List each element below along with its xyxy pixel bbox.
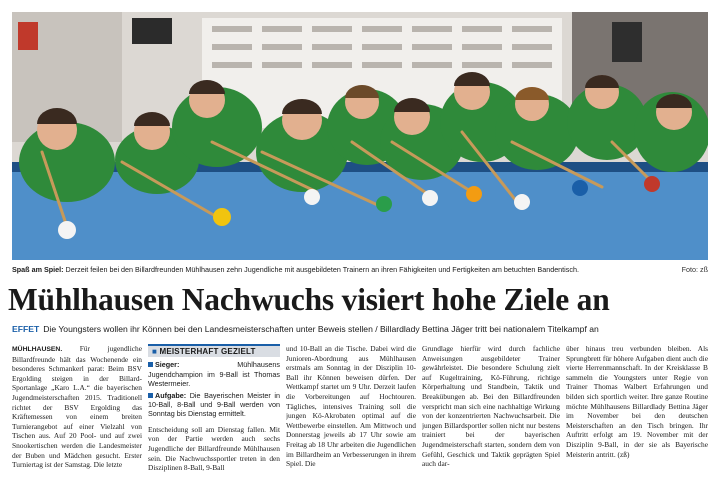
column-5-text: über hinaus treu verbunden bleiben. Als Sprungbrett für höhere Aufgaben dient auch die vierte Herrenmannschaft. In der Kreisklasse B sammeln die Youngsters unter Regie von Trainer Thomas Walbert Erfahrungen und bilden sich sportlich weiter. Ihre ganze Routine möchte Mühlhausens Billardlady Bettina Jäger im November bei den deutschen Meisterschaften an den Tisch bringen. Ihr Auftritt erfolgt am 19. November mit der Disziplin 9-Ball, in der sie als Bayerische Meisterin antritt. (zß)	[566, 344, 708, 459]
article-column-1	[12, 344, 142, 492]
info-box-item-label: Aufgabe:	[155, 390, 187, 400]
article-headline: Mühlhausen Nachwuchs visiert hohe Ziele an	[8, 282, 610, 317]
column-4-text: Grundlage hierfür wird durch fachliche Anweisungen ausgebildeter Trainer gewährleistet. Die besondere Schulung zielt auf Kugeltraining, Kö-Führung, richtige Körperhaltung und Standbein, Taktik und Breakübungen ab. Bei den Billardfreunden verspricht man sich eine nachhaltige Wirkung von der konzentrierten Nachwuchsarbeit. Die jungen Billardsportler sollen nicht nur bestens trainiert bei der bayerischen Jugendmeisterschaft starten, sondern dem von Gefühl, Geschick und Taktik geprägten Spiel auch dar-	[422, 344, 560, 469]
article-dateline: MÜHLHAUSEN.	[12, 346, 63, 353]
square-bullet-icon	[148, 393, 153, 398]
article-column-4	[422, 344, 560, 492]
article-kicker: EFFET	[12, 324, 40, 334]
subheadline-text: Die Youngsters wollen ihr Können bei den Landesmeisterschaften unter Beweis stellen / Billardlady Bettina Jäger tritt bei nationalem Titelkampf an	[43, 324, 599, 334]
info-box-item-label: Sieger:	[155, 360, 180, 370]
article-photo	[12, 12, 708, 260]
info-box	[148, 344, 280, 419]
article-column-5	[566, 344, 708, 492]
info-box-item	[148, 360, 280, 388]
photo-caption	[12, 264, 579, 276]
photo-credit: Foto: zß	[681, 265, 708, 274]
info-box-bullet-icon: ■	[152, 347, 158, 356]
article-column-2	[148, 344, 280, 492]
photo-caption-row	[12, 264, 708, 276]
column-3-text: und 10-Ball an die Tische. Dabei wird die Junioren-Abordnung aus Mühlhausen erstmals am Sonntag in der Disziplin 10-Ball ihr Können beweisen dürfen. Der Wettkampf startet um 9 Uhr. Derzeit laufen die Vorbereitungen auf Hochtouren. Tägliches, intensives Training soll die jungen Kö-Akrobaten optimal auf die Wettbewerbe einstellen. Am Mittwoch und Donnerstag jeweils ab 17 Uhr sowie am Freitag ab 18 Uhr arbeiten die Jugendlichen im Billardheim an Verbesserungen in ihrem Spiel. Die	[286, 344, 416, 469]
info-box-item-text: Mühlhausens Jugendchampion im 9-Ball ist Thomas Westermeier.	[148, 360, 280, 389]
info-box-title-text: MEISTERHAFT GEZIELT	[159, 347, 256, 356]
billiard-players-illustration	[12, 12, 708, 260]
column-2-text: Entscheidung soll am Dienstag fallen. Mit von der Partie werden auch sechs Jugendliche der Billardfreunde Mühlhausen sein. Die Nachwuchssportler treten in den Disziplinen 8-Ball, 9-Ball	[148, 424, 280, 473]
info-box-item	[148, 391, 280, 419]
column-1-text: Für jugendliche Billardfreunde hält das Wochenende ein besonderes Schmankerl parat: Beim BSV Ergolding steigen in der Billard-Sportanlage „Karo L.A.“ die bayerischen Jugendmeisterschaften 2015. Traditionell richtet der BSV Ergolding das Kräftemessen von einem breiten Turnierangebot auf einer Vielzahl von Tischen aus. Auf 20 Pool- und auf zwei Snookertischen werden die Landesmeister der Buben und Mädchen gesucht. Erster Turniertag ist der Samstag. Die letzte	[12, 344, 142, 470]
info-box-item-text: Die Bayerischen Meister in 10-Ball, 8-Ball und 9-Ball werden von Sonntag bis Dienstag ermittelt.	[148, 390, 280, 419]
square-bullet-icon	[148, 362, 153, 367]
article-column-3	[286, 344, 416, 492]
photo-caption-text: Derzeit feilen bei den Billardfreunden Mühlhausen zehn Jugendliche mit ausgebildeten Trainern an ihren Fähigkeiten und Fertigkeiten am betuchten Bandentisch.	[63, 265, 579, 274]
info-box-title	[148, 344, 280, 357]
article-subheadline	[12, 322, 712, 336]
photo-caption-lead: Spaß am Spiel:	[12, 265, 64, 274]
